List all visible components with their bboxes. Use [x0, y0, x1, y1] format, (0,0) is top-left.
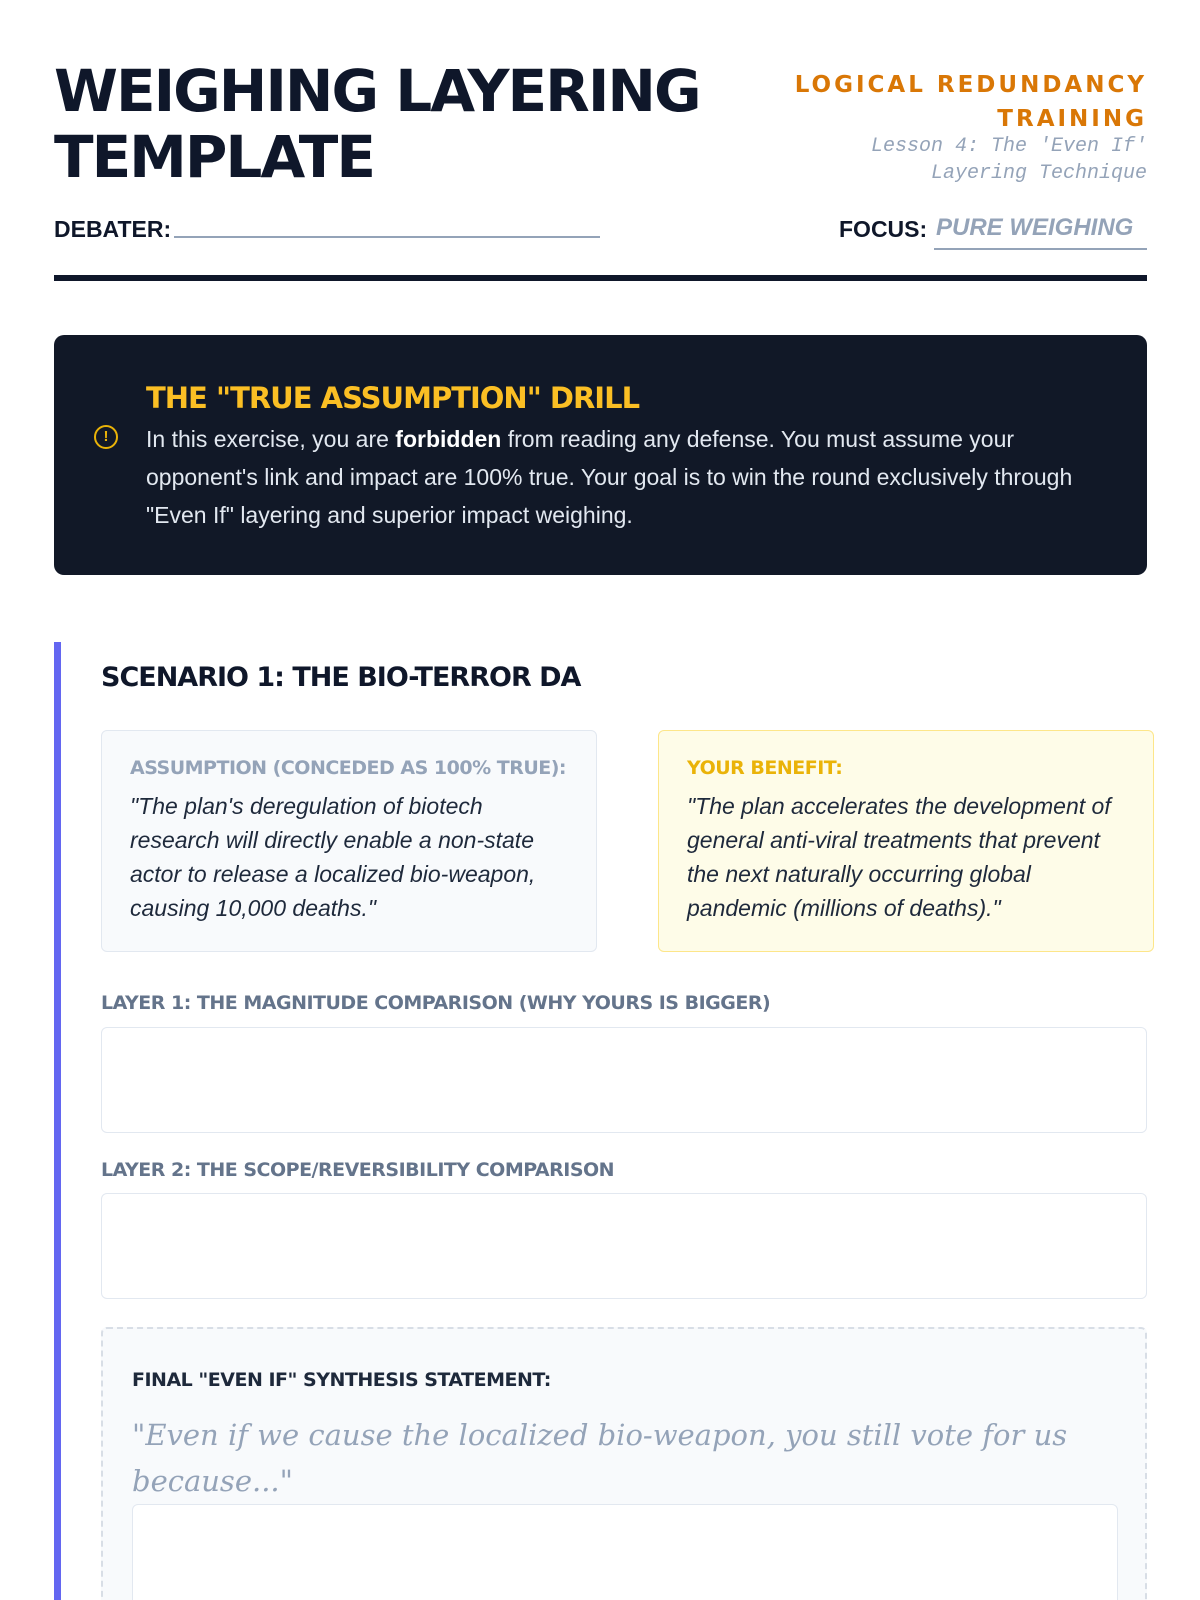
synthesis-label: FINAL "EVEN IF" SYNTHESIS STATEMENT:	[132, 1369, 551, 1391]
brand-line-1: LOGICAL REDUNDANCY	[794, 72, 1147, 98]
focus-value-field[interactable]: PURE WEIGHING	[934, 214, 1147, 250]
layer1-answer-field[interactable]	[101, 1027, 1147, 1133]
scenario-title: SCENARIO 1: THE BIO-TERROR DA	[101, 662, 581, 693]
drill-text-pre: In this exercise, you are	[146, 426, 396, 452]
lesson-subtitle	[817, 133, 1147, 187]
drill-instructions	[146, 420, 1106, 534]
layer1-label: LAYER 1: THE MAGNITUDE COMPARISON (WHY YOURS IS BIGGER)	[101, 992, 771, 1014]
synthesis-prompt: "Even if we cause the localized bio-weapon, you still vote for us because..."	[132, 1418, 1068, 1498]
title-line-1: WEIGHING LAYERING	[54, 57, 700, 125]
brand-line-2: TRAINING	[997, 106, 1147, 132]
drill-callout	[54, 335, 1147, 575]
assumption-label: ASSUMPTION (CONCEDED AS 100% TRUE):	[130, 757, 567, 779]
meta-row	[54, 212, 1147, 252]
title-line-2: TEMPLATE	[54, 123, 374, 191]
benefit-text: "The plan accelerates the development of general anti-viral treatments that prevent the next naturally occurring global pandemic (millions of deaths)."	[687, 793, 1111, 921]
drill-title: THE "TRUE ASSUMPTION" DRILL	[146, 381, 640, 415]
brand-name	[787, 68, 1147, 136]
lesson-line-2: Layering Technique	[930, 162, 1147, 185]
debater-label: DEBATER:	[54, 216, 172, 242]
assumption-card	[101, 730, 597, 952]
lesson-line-1: Lesson 4: The 'Even If'	[870, 135, 1147, 158]
alert-circle-icon: !	[94, 425, 118, 449]
drill-text-emphasis: forbidden	[395, 426, 502, 452]
worksheet-page	[54, 0, 1147, 1600]
drill-text-post: from reading any defense. You must assume your opponent's link and impact are 100% true. Your goal is to win the round exclusively through "Even If" layering and superior impact weighing.	[146, 426, 1073, 528]
benefit-label: YOUR BENEFIT:	[687, 757, 843, 779]
page-title	[54, 58, 774, 190]
layer2-answer-field[interactable]	[101, 1193, 1147, 1299]
synthesis-answer-field[interactable]	[132, 1504, 1118, 1600]
header-divider	[54, 275, 1147, 281]
scenario-section	[54, 642, 1147, 1600]
layer2-label: LAYER 2: THE SCOPE/REVERSIBILITY COMPARISON	[101, 1159, 615, 1181]
assumption-text: "The plan's deregulation of biotech research will directly enable a non-state actor to release a localized bio-weapon, causing 10,000 deaths."	[130, 793, 536, 921]
debater-name-field[interactable]	[174, 236, 600, 238]
synthesis-panel	[101, 1327, 1147, 1600]
focus-label: FOCUS:	[839, 216, 928, 242]
benefit-card	[658, 730, 1154, 952]
